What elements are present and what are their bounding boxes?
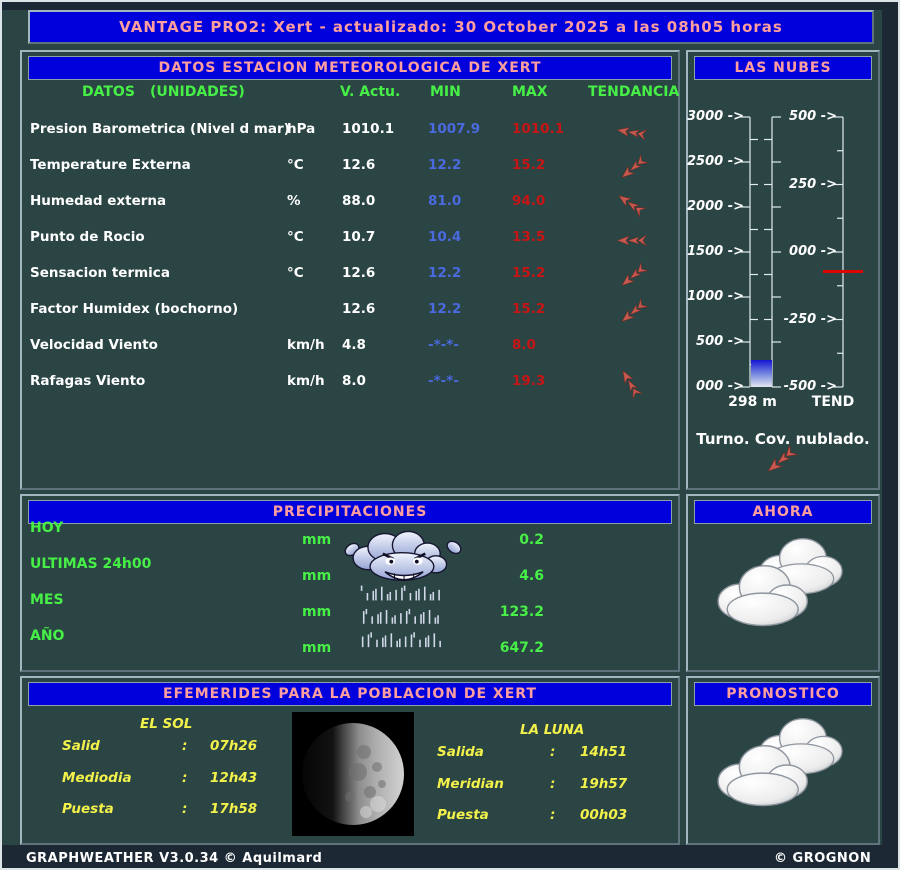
cloudy-icon — [708, 526, 860, 644]
moon-heading: LA LUNA — [520, 722, 585, 738]
tick-pointer: -> — [723, 334, 744, 349]
alt-tick: 3000 -> — [686, 109, 744, 124]
tend-tick: 500 -> — [789, 109, 837, 124]
precipitation-title: PRECIPITACIONES — [272, 504, 428, 520]
tick-pointer: -> — [816, 109, 837, 124]
sun-heading: EL SOL — [140, 716, 193, 732]
col-header-tendancia: TENDANCIA — [588, 84, 680, 100]
col-header-datos: DATOS — [82, 84, 135, 100]
trend-arrow-icon — [609, 289, 655, 332]
cloudy-icon — [708, 706, 860, 824]
ephemeris-title: EFEMERIDES PARA LA POBLACION DE XERT — [163, 686, 537, 702]
tick-pointer: -> — [816, 244, 837, 259]
station-data-panel — [20, 50, 680, 490]
now-panel — [686, 494, 880, 672]
tend-marker — [823, 270, 863, 273]
alt-tick: 2500 -> — [686, 154, 744, 169]
tend-tick: 000 -> — [789, 244, 837, 259]
sky-condition-text: Turno. Cov. nublado. — [696, 430, 870, 448]
ephemeris-panel: EFEMERIDES PARA LA POBLACION DE XERT EL SOL Salid : 07h26 Mediodia : 12h43 Puesta : 17h58 LA LUNA Salida : 14h51 Meridian : 19h57 Puesta : 00h03 — [20, 676, 680, 845]
precipitation-title-bar — [29, 501, 671, 523]
alt-tick: 500 -> — [696, 334, 744, 349]
col-header-actu: V. Actu. — [340, 84, 401, 100]
moonset-time: 00h03 — [580, 807, 628, 823]
cloud-base-fill — [751, 360, 772, 387]
table-row: Punto de Rocio °C 10.7 10.4 13.5 — [22, 229, 678, 251]
table-row: Temperature Externa °C 12.6 12.2 15.2 — [22, 157, 678, 179]
trend-arrow-icon — [609, 145, 655, 188]
table-row: Presion Barometrica (Nivel d mar) hPa 1010.1 1007.9 1010.1 — [22, 121, 678, 143]
right-strip — [882, 10, 898, 847]
table-row: Velocidad Viento km/h 4.8 -*-*- 8.0 — [30, 337, 536, 353]
moonrise-time: 14h51 — [580, 744, 628, 760]
table-row: Rafagas Viento km/h 8.0 -*-*- 19.3 — [22, 373, 678, 395]
tick-pointer: -> — [723, 289, 744, 304]
forecast-title: PRONOSTICO — [726, 686, 840, 702]
tick-pointer: -> — [816, 311, 837, 327]
moon-meridian-time: 19h57 — [580, 776, 628, 792]
station-data-title: DATOS ESTACION METEOROLOGICA DE XERT — [158, 60, 542, 76]
table-row: Sensacion termica °C 12.6 12.2 15.2 — [22, 265, 678, 287]
tend-label: TEND — [811, 394, 855, 410]
now-title-bar — [695, 501, 871, 523]
app-version-text: GRAPHWEATHER V3.0.34 © Aquilmard — [26, 851, 323, 866]
sun-noon-time: 12h43 — [210, 770, 258, 786]
tend-tick: 250 -> — [789, 176, 837, 192]
moon-phase-image — [292, 712, 414, 836]
tick-pointer: -> — [723, 154, 744, 169]
alt-tick: 1000 -> — [686, 289, 744, 304]
credit-text: © GROGNON — [774, 851, 872, 866]
sunset-time: 17h58 — [210, 801, 258, 817]
window-title-bar — [28, 10, 874, 44]
sunrise-time: 07h26 — [210, 738, 258, 754]
table-row: Humedad externa % 88.0 81.0 94.0 — [22, 193, 678, 215]
window-title: VANTAGE PRO2: Xert - actualizado: 30 October 2025 a las 08h05 horas — [119, 18, 783, 36]
trend-arrow-icon — [609, 253, 655, 296]
alt-tick: 1500 -> — [686, 244, 744, 259]
forecast-title-bar — [695, 683, 871, 705]
now-title: AHORA — [752, 504, 814, 520]
tend-tick: -500 -> — [783, 379, 837, 394]
ephemeris-title-bar — [29, 683, 671, 705]
table-row: Factor Humidex (bochorno) 12.6 12.2 15.2 — [22, 301, 678, 323]
trend-arrow-icon — [613, 359, 651, 407]
trend-arrow-icon — [609, 117, 656, 143]
cloud-base-value: 298 m — [728, 394, 777, 410]
precipitation-panel: PRECIPITACIONES HOY mm 0.2 ULTIMAS 24h00 mm 4.6 MES mm 123.2 AÑO mm 647.2 — [20, 494, 680, 672]
tick-pointer: -> — [723, 109, 744, 124]
tick-pointer: -> — [723, 379, 744, 394]
tick-pointer: -> — [723, 199, 744, 214]
clouds-title: LAS NUBES — [734, 60, 832, 76]
alt-tick: 000 -> — [696, 379, 744, 394]
tick-pointer: -> — [723, 244, 744, 259]
clouds-panel — [686, 50, 880, 490]
forecast-panel — [686, 676, 880, 845]
trend-arrow-icon — [610, 229, 654, 248]
col-header-max: MAX — [512, 84, 548, 100]
tick-pointer: -> — [816, 379, 837, 394]
top-strip — [2, 2, 898, 10]
rain-cloud-icon — [344, 524, 462, 662]
col-header-min: MIN — [430, 84, 461, 100]
alt-tick: 2000 -> — [686, 199, 744, 214]
trend-arrow-icon — [609, 182, 656, 223]
tick-pointer: -> — [816, 176, 837, 192]
col-header-unidades: (UNIDADES) — [150, 84, 245, 100]
tend-tick: -250 -> — [783, 311, 837, 327]
station-data-title-bar — [29, 57, 671, 79]
